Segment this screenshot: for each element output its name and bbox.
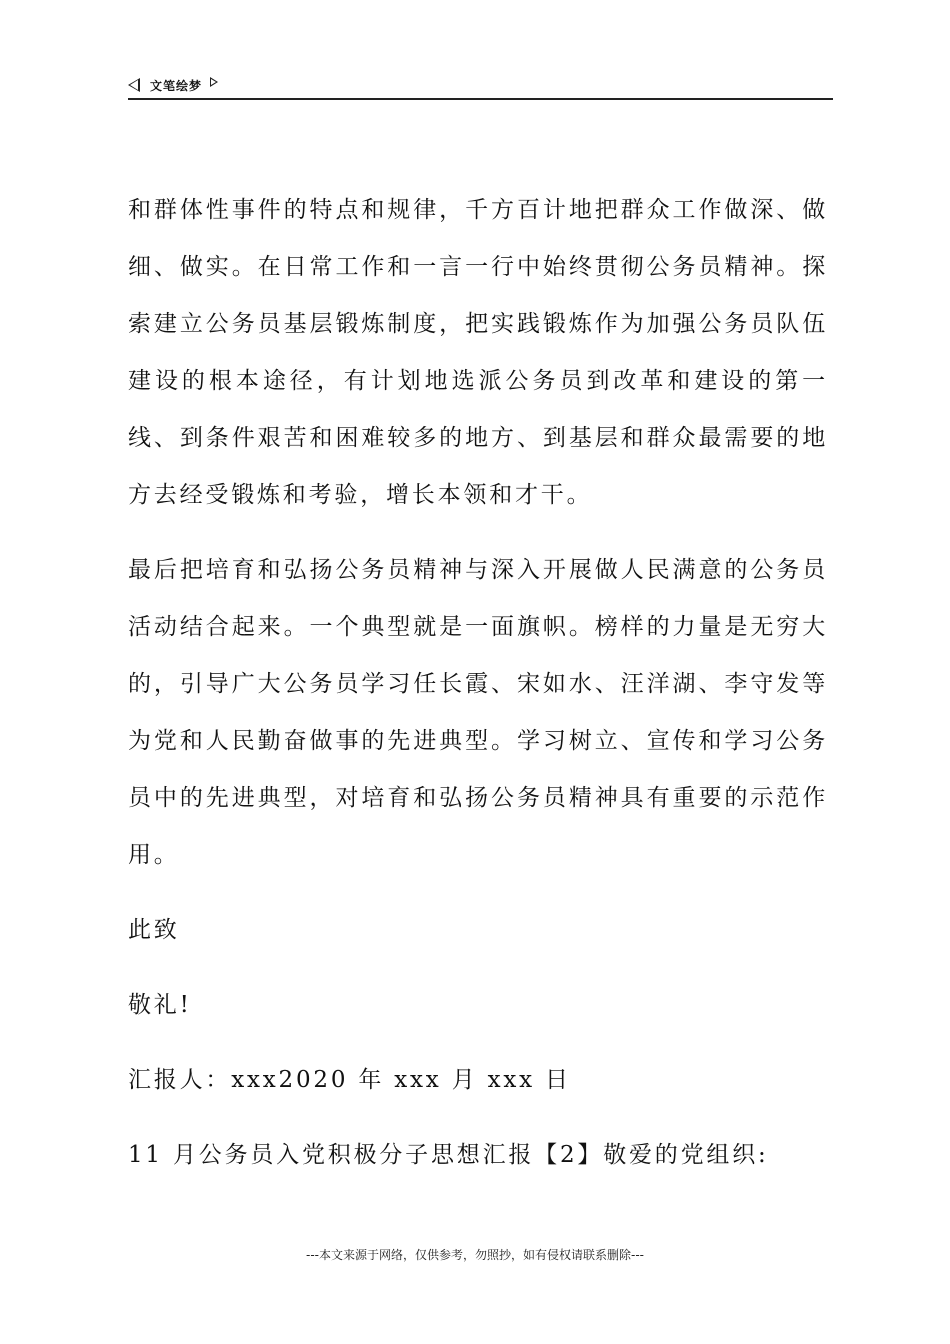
closing-regards: 敬礼! [128, 992, 192, 1018]
reporter-line: 汇报人：xxx2020 年 xxx 月 xxx 日 [128, 1067, 571, 1093]
header-title: 文笔绘梦 [150, 78, 203, 93]
page-header [128, 72, 833, 100]
triangle-right-icon [210, 77, 218, 87]
paragraph-1: 和群体性事件的特点和规律，千方百计地把群众工作做深、做细、做实。在日常工作和一言一行中始终贯彻公务员精神。探索建立公务员基层锻炼制度，把实践锻炼作为加强公务员队伍建设的根本途径，有计划地选派公务员到改革和建设的第一线、到条件艰苦和困难较多的地方、到基层和群众最需要的地方去经受锻炼和考验，增长本领和才干。 [128, 197, 828, 508]
closing-salutation: 此致 [128, 917, 180, 943]
next-report-title: 11 月公务员入党积极分子思想汇报【2】敬爱的党组织: [128, 1142, 769, 1168]
footer-notice: ---本文来源于网络，仅供参考，勿照抄，如有侵权请联系删除--- [306, 1248, 644, 1262]
document-body [128, 182, 828, 1184]
triangle-left-icon [128, 78, 140, 92]
paragraph-2: 最后把培育和弘扬公务员精神与深入开展做人民满意的公务员活动结合起来。一个典型就是一面旗帜。榜样的力量是无穷大的，引导广大公务员学习任长霞、宋如水、汪洋湖、李守发等为党和人民勤奋做事的先进典型。学习树立、宣传和学习公务员中的先进典型，对培育和弘扬公务员精神具有重要的示范作用。 [128, 557, 828, 868]
